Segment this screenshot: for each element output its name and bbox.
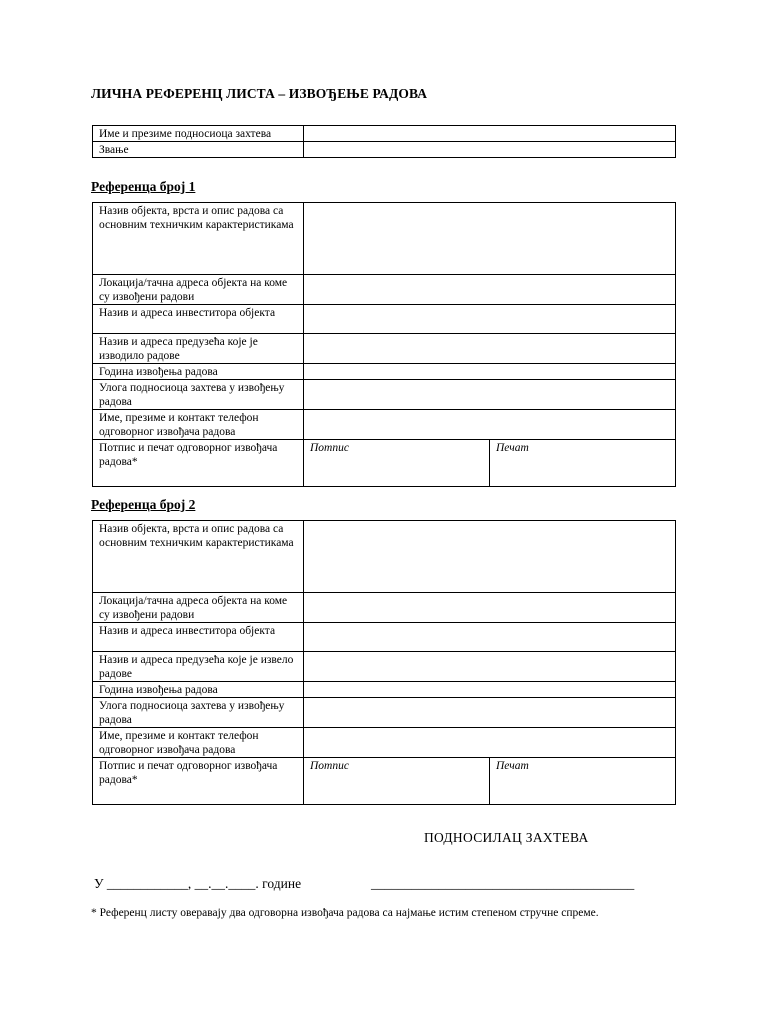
table-row	[93, 682, 676, 698]
applicant-table	[92, 125, 676, 158]
applicant-name-row	[93, 126, 676, 142]
reference-1-company-field[interactable]	[304, 334, 676, 364]
table-row	[93, 593, 676, 623]
reference-1-contact-label: Име, презиме и контакт телефон одговорног извођача радова	[93, 410, 304, 440]
reference-2-role-label: Улога подносиоца захтева у извођењу радова	[93, 698, 304, 728]
reference-2-contact-field[interactable]	[304, 728, 676, 758]
table-row	[93, 334, 676, 364]
reference-1-year-label: Година извођења радова	[93, 364, 304, 380]
reference-1-location-label: Локација/тачна адреса објекта на коме су извођени радови	[93, 275, 304, 305]
reference-2-role-field[interactable]	[304, 698, 676, 728]
table-row	[93, 364, 676, 380]
reference-2-location-label: Локација/тачна адреса објекта на коме су извођени радови	[93, 593, 304, 623]
reference-2-year-label: Година извођења радова	[93, 682, 304, 698]
reference-1-location-field[interactable]	[304, 275, 676, 305]
reference-2-company-label: Назив и адреса предузећа које је извело радове	[93, 652, 304, 682]
reference-2-investor-field[interactable]	[304, 623, 676, 652]
table-row	[93, 440, 676, 487]
reference-1-table	[92, 202, 676, 487]
table-row	[93, 380, 676, 410]
reference-1-company-label: Назив и адреса предузећа које је изводило радове	[93, 334, 304, 364]
applicant-title-label: Звање	[93, 142, 304, 158]
reference-2-contact-label: Име, презиме и контакт телефон одговорног извођача радова	[93, 728, 304, 758]
reference-2-company-field[interactable]	[304, 652, 676, 682]
reference-1-year-field[interactable]	[304, 364, 676, 380]
reference-1-role-label: Улога подносиоца захтева у извођењу радова	[93, 380, 304, 410]
applicant-title-row	[93, 142, 676, 158]
reference-1-stamp-field[interactable]: Печат	[490, 440, 676, 487]
submitter-label: ПОДНОСИЛАЦ ЗАХТЕВА	[424, 830, 589, 845]
applicant-name-field[interactable]	[304, 126, 676, 142]
table-row	[93, 698, 676, 728]
reference-1-signature-field[interactable]: Потпис	[304, 440, 490, 487]
reference-1-role-field[interactable]	[304, 380, 676, 410]
reference-1-contact-field[interactable]	[304, 410, 676, 440]
applicant-name-label: Име и презиме подносиоца захтева	[93, 126, 304, 142]
reference-2-investor-label: Назив и адреса инвеститора објекта	[93, 623, 304, 652]
reference-1-object-field[interactable]	[304, 203, 676, 275]
reference-2-sign-label: Потпис и печат одговорног извођача радова*	[93, 758, 304, 805]
table-row	[93, 758, 676, 805]
footnote: * Референц листу оверавају два одговорна извођача радова са најмање истим степеном стручне спреме.	[91, 907, 599, 919]
submitter-signature-line[interactable]: _______________________________________	[371, 876, 635, 891]
reference-1-object-label: Назив објекта, врста и опис радова са основним техничким карактеристикама	[93, 203, 304, 275]
reference-2-heading: Референца број 2	[91, 497, 196, 512]
reference-2-stamp-field[interactable]: Печат	[490, 758, 676, 805]
reference-2-object-field[interactable]	[304, 521, 676, 593]
reference-2-object-label: Назив објекта, врста и опис радова са основним техничким карактеристикама	[93, 521, 304, 593]
reference-2-year-field[interactable]	[304, 682, 676, 698]
reference-1-investor-label: Назив и адреса инвеститора објекта	[93, 305, 304, 334]
reference-2-table	[92, 520, 676, 805]
table-row	[93, 203, 676, 275]
table-row	[93, 275, 676, 305]
table-row	[93, 652, 676, 682]
reference-2-location-field[interactable]	[304, 593, 676, 623]
document-title: ЛИЧНА РЕФЕРЕНЦ ЛИСТА – ИЗВОЂЕЊЕ РАДОВА	[91, 86, 428, 101]
table-row	[93, 305, 676, 334]
table-row	[93, 623, 676, 652]
reference-1-heading: Референца број 1	[91, 179, 196, 194]
applicant-title-field[interactable]	[304, 142, 676, 158]
reference-2-signature-field[interactable]: Потпис	[304, 758, 490, 805]
table-row	[93, 728, 676, 758]
place-date-line[interactable]: У ____________, __.__.____. године	[94, 876, 302, 891]
table-row	[93, 410, 676, 440]
reference-1-investor-field[interactable]	[304, 305, 676, 334]
table-row	[93, 521, 676, 593]
reference-1-sign-label: Потпис и печат одговорног извођача радова*	[93, 440, 304, 487]
